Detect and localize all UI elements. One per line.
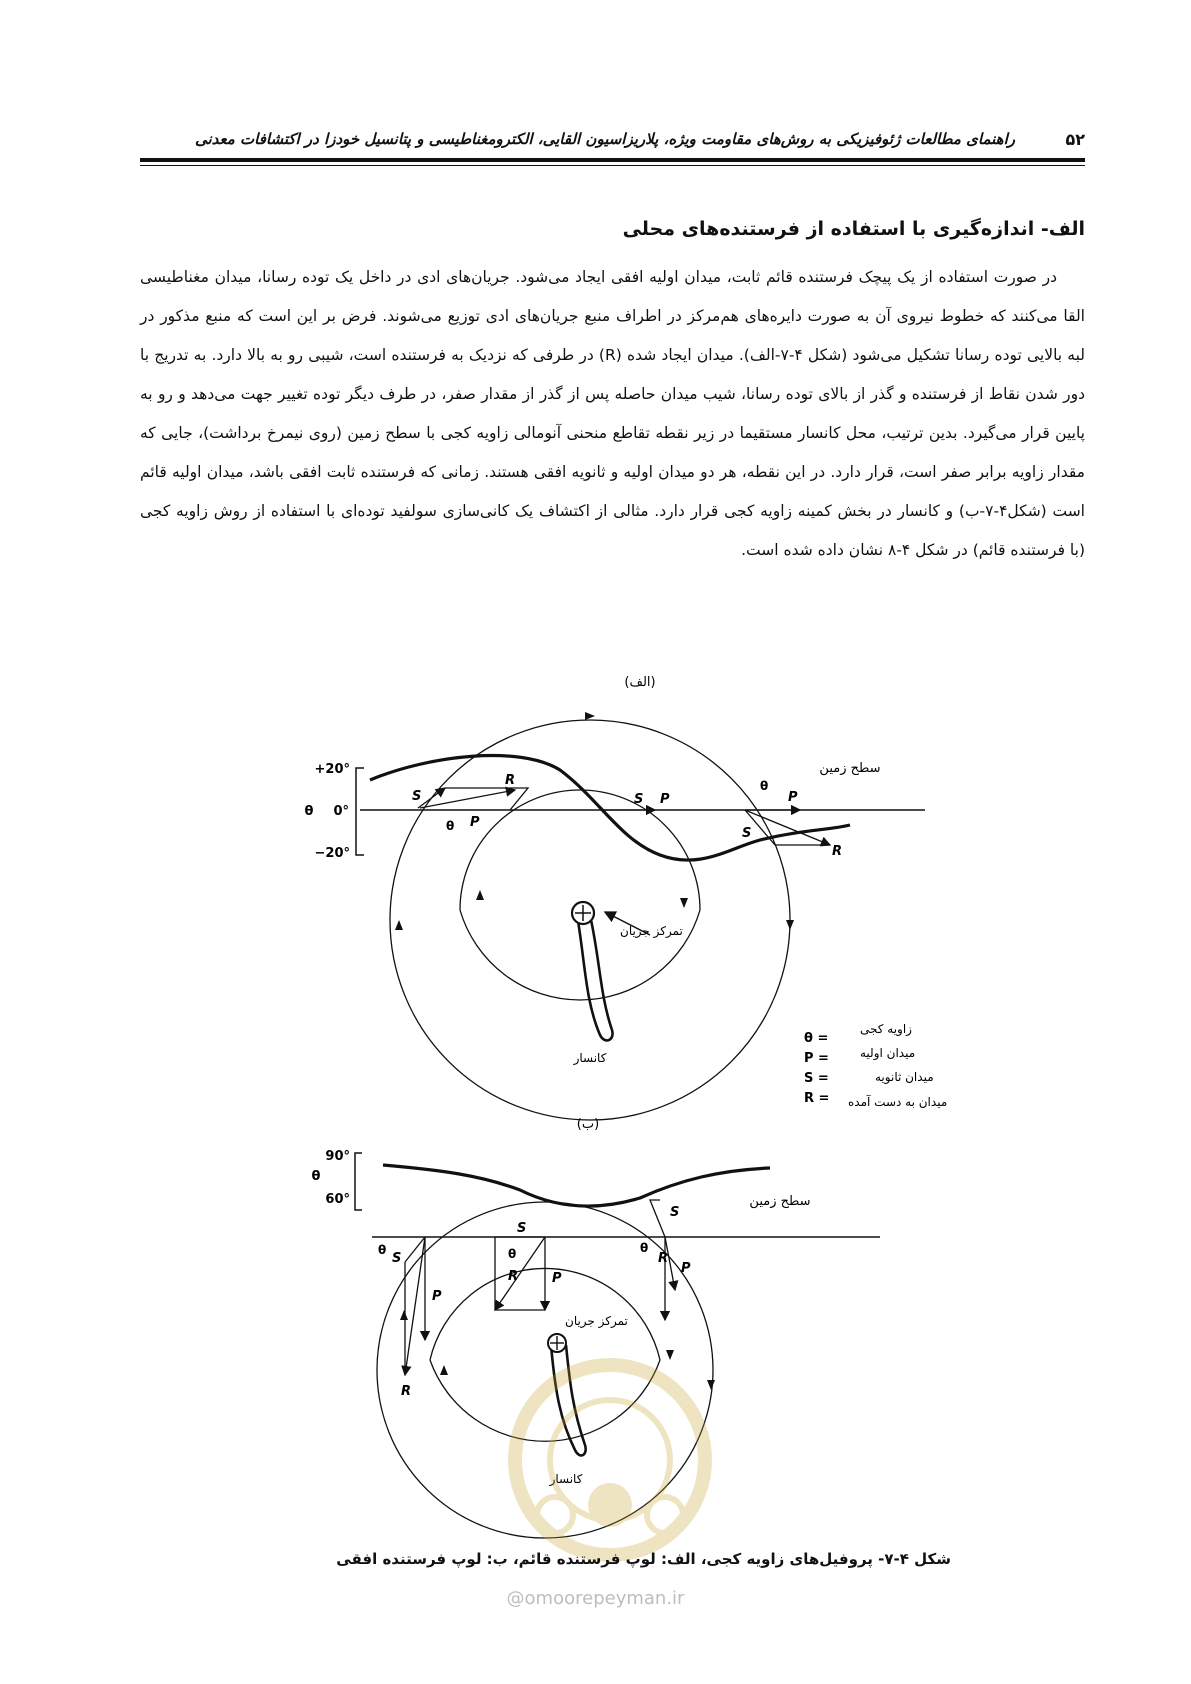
flow-arrow xyxy=(666,1350,674,1360)
axis-theta-label: θ xyxy=(304,804,314,819)
field-line-inner-top xyxy=(460,790,700,910)
vector-s-label: S xyxy=(517,1221,527,1236)
ore-label: کانسار xyxy=(573,1051,607,1065)
vector-p-label: P xyxy=(470,815,480,830)
current-label: تمرکز جریان xyxy=(620,924,683,938)
panel-label-b: (ب) xyxy=(576,1117,600,1132)
vector-s-label: S xyxy=(670,1205,680,1220)
flow-arrow xyxy=(707,1380,715,1390)
ground-label: سطح زمین xyxy=(819,761,881,776)
legend-symbol: θ = xyxy=(804,1031,829,1046)
vector-s xyxy=(418,788,445,808)
axis-mid-label: 0° xyxy=(333,804,349,819)
vector-r-label: R xyxy=(832,844,843,859)
section-heading: الف- اندازه‌گیری با استفاده از فرستنده‌های محلی xyxy=(622,218,1085,240)
watermark-text: @omoorepeyman.ir xyxy=(506,1588,685,1609)
flow-arrow xyxy=(786,920,794,930)
watermark-seal xyxy=(515,1365,705,1555)
vector-p-label: P xyxy=(660,792,670,807)
flow-arrow xyxy=(680,898,688,908)
flow-arrow xyxy=(395,920,403,930)
axis-bottom-label: −20° xyxy=(314,846,350,861)
vector-theta-label: θ xyxy=(378,1243,387,1257)
paragraph: در صورت استفاده از یک پیچک فرستنده قائم ثابت، میدان اولیه افقی ایجاد می‌شود. جریان‌های ادی در داخل یک توده رسانا، میدان مغناطیسی القا می‌کنند که خطوط نیروی آن به صورت دایره‌های هم‌مرکز در اطراف منبع جریان‌های ادی توزیع می‌شوند. فرض بر این است که منبع مذکور در لبه بالایی توده رسانا تشکیل می‌شود (شکل ۴-۷-الف). میدان ایجاد شده (R) در طرفی که نزدیک به فرستنده است، شیبی رو به بالا دارد. به تدریج با دور شدن نقاط از فرستنده و گذر از بالای توده رسانا، شیب میدان حاصله پس از گذر از مقدار صفر، در طرف دیگر توده تغییر جهت می‌دهد و رو به پایین قرار می‌گیرد. بدین ترتیب، محل کانسار مستقیما در زیر نقطه تقاطع منحنی آنومالی زاویه کجی با سطح زمین (روی نیمرخ برداشت)، جایی که مقدار زاویه برابر صفر است، قرار دارد. در این نقطه، هر دو میدان اولیه و ثانویه افقی هستند. زمانی که فرستنده ثابت افقی باشد، میدان اولیه قائم است (شکل۴-۷-ب) و کانسار در بخش کمینه زاویه کجی قرار دارد. مثالی از اکتشاف یک کانی‌سازی سولفید توده‌ای با استفاده از روش زاویه کجی (با فرستنده قائم) در شکل ۴-۸ نشان داده شده است. xyxy=(140,268,1086,559)
axis-top-label: +20° xyxy=(314,762,350,777)
legend-text: زاویه کجی xyxy=(860,1022,912,1036)
flow-arrow xyxy=(585,712,595,720)
vector-triangle xyxy=(445,788,528,810)
vector-s-label: S xyxy=(392,1251,402,1266)
figure-caption: شکل ۴-۷- پروفیل‌های زاویه کجی، الف: لوپ فرستنده قائم، ب: لوپ فرستنده افقی xyxy=(336,1550,951,1568)
vector-p-label: P xyxy=(788,790,798,805)
flow-arrow xyxy=(440,1365,448,1375)
legend-text: میدان ثانویه xyxy=(875,1070,934,1084)
figure-a xyxy=(305,675,948,1120)
legend-symbol: S = xyxy=(804,1071,829,1086)
vector-s-label: S xyxy=(634,792,644,807)
tilt-angle-curve xyxy=(383,1165,770,1206)
legend-symbol: P = xyxy=(804,1051,829,1066)
vector-p-label: P xyxy=(432,1289,442,1304)
legend-text: میدان به دست آمده xyxy=(848,1095,948,1109)
vector-s-label: S xyxy=(412,789,422,804)
vector-theta-label: θ xyxy=(760,779,769,793)
vector-r-label: R xyxy=(505,773,516,788)
flow-arrow xyxy=(400,1310,408,1320)
vector-s xyxy=(650,1200,665,1237)
vector-r-label: R xyxy=(658,1251,669,1266)
axis-top-label: 90° xyxy=(325,1149,350,1164)
axis-bracket xyxy=(356,768,364,855)
vector-r xyxy=(420,790,515,808)
vector-r xyxy=(495,1237,545,1310)
axis-bracket xyxy=(355,1153,362,1210)
page-number: ۵۲ xyxy=(1065,130,1085,149)
figure-b xyxy=(312,1117,880,1555)
vector-theta-label: θ xyxy=(508,1247,517,1261)
vector-r-label: R xyxy=(401,1384,412,1399)
legend-text: میدان اولیه xyxy=(860,1046,916,1060)
panel-label-a: (الف) xyxy=(624,675,656,690)
ore-label: کانسار xyxy=(549,1472,583,1486)
legend xyxy=(804,1022,947,1109)
running-title: راهنمای مطالعات ژئوفیزیکی به روش‌های مقاومت ویژه، پلاریزاسیون القایی، الکترومغناطیسی و پتانسیل خودزا در اکتشافات معدنی xyxy=(194,130,1015,148)
ore-body xyxy=(577,915,613,1040)
axis-theta-label: θ xyxy=(311,1169,321,1184)
current-label: تمرکز جریان xyxy=(565,1314,628,1328)
legend-symbol: R = xyxy=(804,1091,830,1106)
vector-s-label: S xyxy=(742,826,752,841)
flow-arrow xyxy=(476,890,484,900)
vector-theta-label: θ xyxy=(446,819,455,833)
vector-r-label: R xyxy=(508,1269,519,1284)
ground-label: سطح زمین xyxy=(749,1194,811,1209)
axis-bottom-label: 60° xyxy=(325,1192,350,1207)
vector-theta-label: θ xyxy=(640,1241,649,1255)
vector-p-label: P xyxy=(552,1271,562,1286)
vector-p-label: P xyxy=(681,1261,691,1276)
